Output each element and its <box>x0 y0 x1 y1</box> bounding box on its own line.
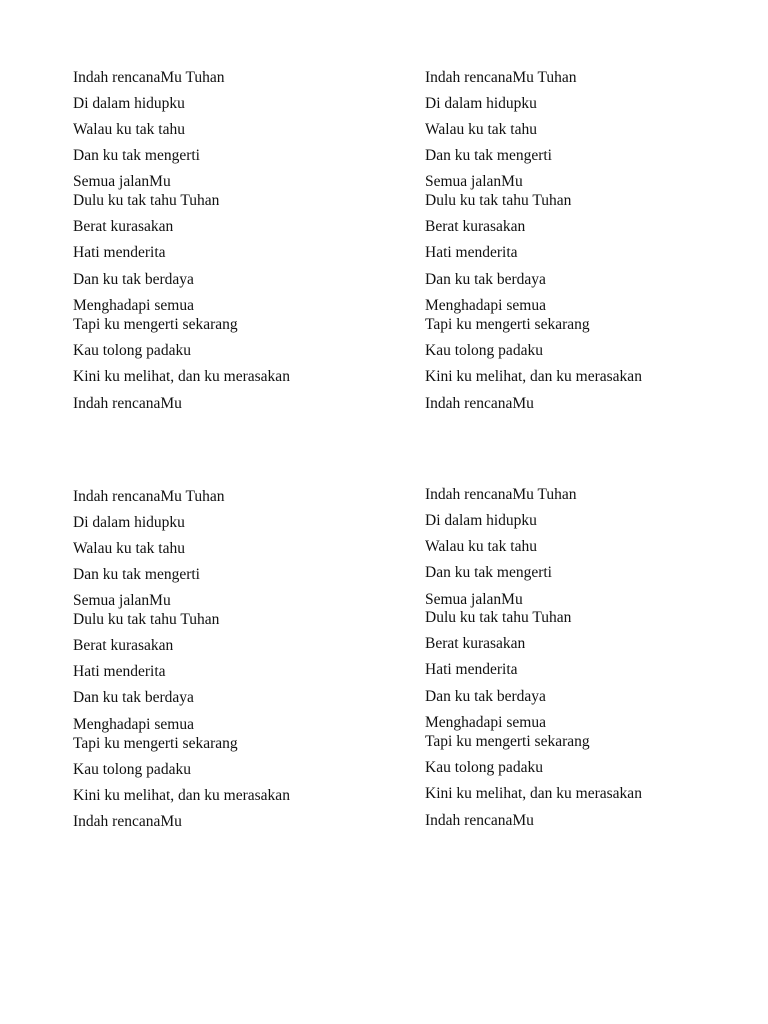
lyric-line: Kau tolong padaku <box>73 342 191 359</box>
lyric-line: Walau ku tak tahu <box>73 540 185 557</box>
lyric-line: Semua jalanMu <box>425 591 523 608</box>
lyric-line: Indah rencanaMu <box>73 813 182 830</box>
lyric-line: Dan ku tak mengerti <box>425 564 552 581</box>
lyric-line: Tapi ku mengerti sekarang <box>425 316 590 333</box>
lyric-line: Hati menderita <box>425 244 518 261</box>
lyric-line: Dan ku tak mengerti <box>73 147 200 164</box>
lyric-line: Hati menderita <box>73 663 166 680</box>
lyric-line: Kau tolong padaku <box>425 342 543 359</box>
lyric-line: Semua jalanMu <box>73 173 171 190</box>
lyric-line: Di dalam hidupku <box>73 514 185 531</box>
lyric-line: Kau tolong padaku <box>425 759 543 776</box>
lyric-line: Dulu ku tak tahu Tuhan <box>73 192 220 209</box>
lyric-line: Dan ku tak mengerti <box>425 147 552 164</box>
lyric-line: Indah rencanaMu <box>73 395 182 412</box>
lyric-line: Indah rencanaMu Tuhan <box>425 69 577 86</box>
lyric-line: Tapi ku mengerti sekarang <box>73 316 238 333</box>
lyric-line: Indah rencanaMu <box>425 812 534 829</box>
lyric-line: Dan ku tak mengerti <box>73 566 200 583</box>
lyric-line: Dan ku tak berdaya <box>73 689 194 706</box>
lyric-line: Semua jalanMu <box>73 592 171 609</box>
lyric-line: Berat kurasakan <box>73 637 174 654</box>
lyric-line: Indah rencanaMu Tuhan <box>73 488 225 505</box>
lyric-line: Indah rencanaMu <box>425 395 534 412</box>
lyric-line: Menghadapi semua <box>73 297 194 314</box>
lyric-line: Tapi ku mengerti sekarang <box>425 733 590 750</box>
lyric-line: Di dalam hidupku <box>425 512 537 529</box>
lyric-line: Dulu ku tak tahu Tuhan <box>73 611 220 628</box>
lyric-line: Berat kurasakan <box>73 218 174 235</box>
lyric-line: Kau tolong padaku <box>73 761 191 778</box>
lyric-line: Dan ku tak berdaya <box>425 271 546 288</box>
lyric-line: Tapi ku mengerti sekarang <box>73 735 238 752</box>
lyric-line: Kini ku melihat, dan ku merasakan <box>425 785 642 802</box>
lyric-line: Di dalam hidupku <box>73 95 185 112</box>
lyric-line: Walau ku tak tahu <box>425 538 537 555</box>
lyric-line: Menghadapi semua <box>425 714 546 731</box>
lyric-line: Dulu ku tak tahu Tuhan <box>425 609 572 626</box>
lyric-line: Dulu ku tak tahu Tuhan <box>425 192 572 209</box>
lyric-line: Indah rencanaMu Tuhan <box>73 69 225 86</box>
lyric-line: Hati menderita <box>425 661 518 678</box>
lyric-line: Di dalam hidupku <box>425 95 537 112</box>
lyric-line: Kini ku melihat, dan ku merasakan <box>425 368 642 385</box>
lyric-line: Semua jalanMu <box>425 173 523 190</box>
lyric-line: Menghadapi semua <box>425 297 546 314</box>
lyric-line: Dan ku tak berdaya <box>73 271 194 288</box>
lyric-line: Walau ku tak tahu <box>425 121 537 138</box>
lyric-line: Indah rencanaMu Tuhan <box>425 486 577 503</box>
lyric-line: Kini ku melihat, dan ku merasakan <box>73 368 290 385</box>
lyric-line: Berat kurasakan <box>425 218 526 235</box>
lyric-line: Dan ku tak berdaya <box>425 688 546 705</box>
lyric-line: Hati menderita <box>73 244 166 261</box>
lyric-line: Walau ku tak tahu <box>73 121 185 138</box>
lyric-line: Berat kurasakan <box>425 635 526 652</box>
lyric-line: Kini ku melihat, dan ku merasakan <box>73 787 290 804</box>
lyric-line: Menghadapi semua <box>73 716 194 733</box>
